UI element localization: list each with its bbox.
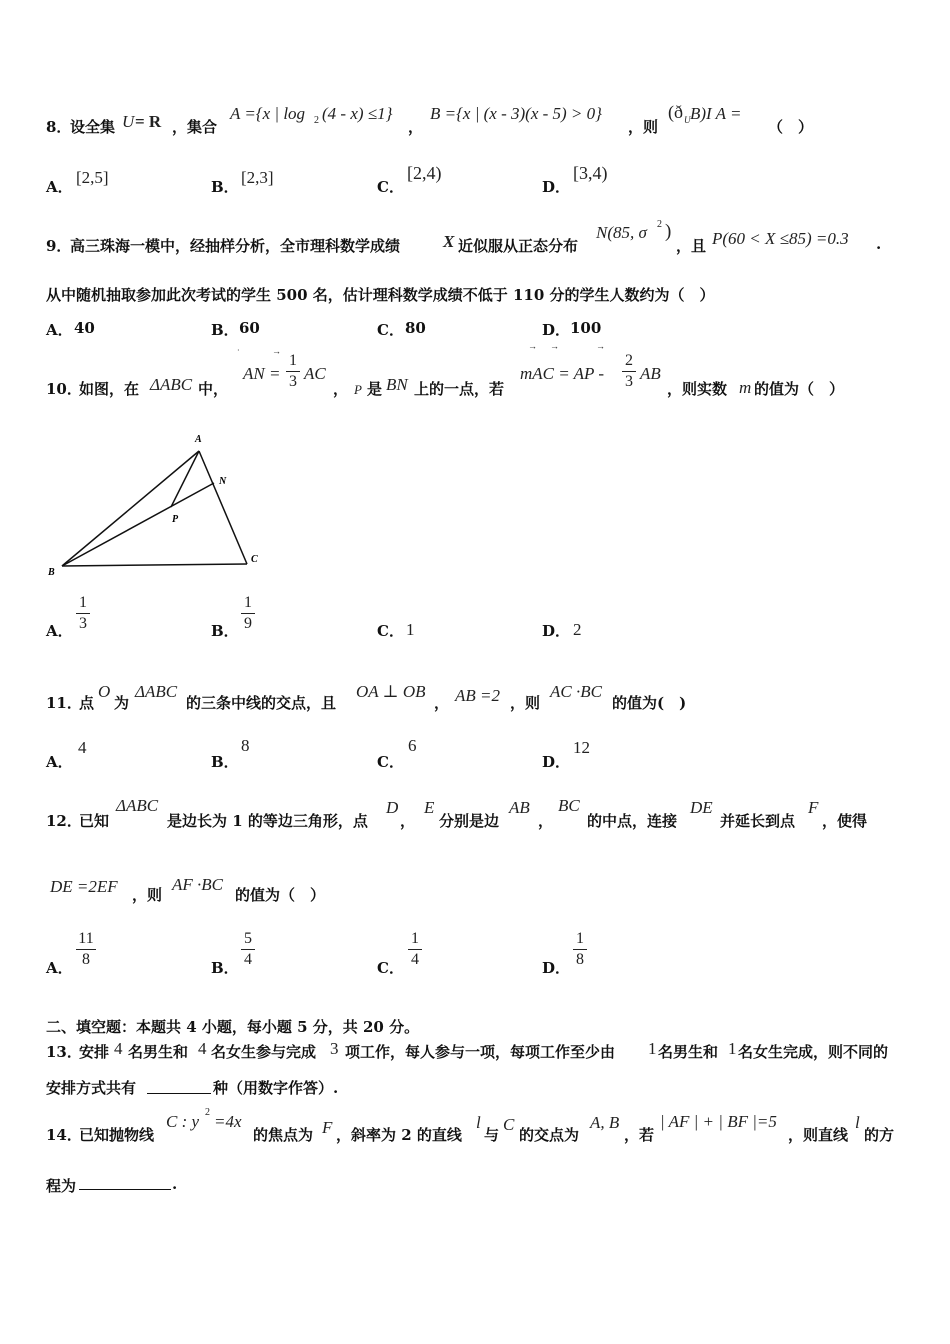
q13-answer-blank[interactable] bbox=[147, 1077, 211, 1094]
q12-text-7: ，则 bbox=[132, 886, 163, 904]
vertex-label-C: C bbox=[251, 554, 258, 565]
q10-option-b-bar bbox=[241, 613, 255, 614]
q14-text-1: 已知抛物线 bbox=[79, 1126, 155, 1144]
q10-text-3: 是 bbox=[367, 380, 383, 398]
q12-option-a-fraction bbox=[76, 930, 96, 969]
q10-text-1: 如图，在 bbox=[79, 380, 140, 398]
vertex-label-B: B bbox=[48, 567, 55, 578]
q12-comma-2: ， bbox=[538, 812, 554, 830]
q8-number: 8． bbox=[46, 118, 72, 136]
q11-option-a-label: A． bbox=[46, 753, 73, 771]
q13-text-line2a: 安排方式共有 bbox=[46, 1079, 137, 1097]
q12-D: D bbox=[386, 798, 399, 817]
q12-text-1: 已知 bbox=[79, 812, 110, 830]
q13-text-4: 项工作，每人参与一项，每项工作至少由 bbox=[345, 1043, 616, 1061]
q8-option-a-label: A． bbox=[46, 178, 73, 196]
q8-setA-2: (4 - x) ≤1} bbox=[322, 104, 393, 123]
q10-number: 10． bbox=[46, 380, 82, 398]
q10-mAC: mAC = AP - bbox=[520, 364, 605, 383]
q11-option-c: 6 bbox=[408, 736, 417, 755]
q9-option-d: 100 bbox=[570, 319, 602, 337]
q9-option-a: 40 bbox=[74, 319, 95, 337]
q12-text-6: ，使得 bbox=[822, 812, 868, 830]
edge-BA bbox=[62, 451, 199, 566]
edge-BC bbox=[62, 564, 247, 566]
q10-option-a-label: A． bbox=[46, 622, 73, 640]
q11-option-b: 8 bbox=[241, 736, 250, 755]
q12-option-d-label: D． bbox=[542, 959, 571, 977]
q14-text-6: ，若 bbox=[624, 1126, 655, 1144]
q11-text-5: 的值为( ) bbox=[612, 694, 687, 712]
q14-text-7: ，则直线 bbox=[788, 1126, 849, 1144]
q8-comma: ， bbox=[408, 118, 424, 136]
q11-text-1: 点 bbox=[79, 694, 95, 712]
q12-comma-1: ， bbox=[400, 812, 416, 830]
q12-option-d-num: 1 bbox=[576, 930, 584, 947]
q13-num-4a: 4 bbox=[114, 1039, 123, 1058]
q14-l: l bbox=[476, 1113, 481, 1132]
q14-text-2: 的焦点为 bbox=[253, 1126, 314, 1144]
q10-vec-mark-AN: · bbox=[237, 346, 240, 355]
q11-text-2: 为 bbox=[114, 694, 130, 712]
q10-fraction-1-den: 3 bbox=[289, 373, 297, 390]
q9-number: 9． bbox=[46, 237, 72, 255]
q12-text-4: 的中点，连接 bbox=[587, 812, 678, 830]
q11-text-4: ，则 bbox=[510, 694, 541, 712]
q14-AB: A, B bbox=[590, 1113, 620, 1132]
q13-text-5: 名男生和 bbox=[658, 1043, 719, 1061]
q11-option-d-label: D． bbox=[542, 753, 571, 771]
q8-setA: A ={x | log bbox=[230, 104, 306, 123]
q14-curve: C : y bbox=[166, 1112, 200, 1131]
q8-option-b-label: B． bbox=[211, 178, 239, 196]
q11-option-b-label: B． bbox=[211, 753, 239, 771]
q13-text-line2b: 种（用数字作答）. bbox=[213, 1079, 339, 1097]
q12-BC: BC bbox=[558, 796, 580, 815]
q13-num-4b: 4 bbox=[198, 1039, 207, 1058]
q12-AB: AB bbox=[509, 798, 530, 817]
q10-option-b-den: 9 bbox=[244, 615, 252, 632]
q9-text-3: ，且 bbox=[676, 237, 707, 255]
q13-text-6: 名女生完成，则不同的 bbox=[738, 1043, 889, 1061]
q12-option-b-fraction bbox=[241, 930, 255, 969]
q10-text-6: 的值为（ ） bbox=[754, 380, 845, 398]
section-2-title: 二、填空题：本题共 4 小题，每小题 5 分，共 20 分。 bbox=[46, 1018, 420, 1036]
q10-text-2: 中， bbox=[198, 380, 229, 398]
q10-option-b-label: B． bbox=[211, 622, 239, 640]
q12-DE: DE bbox=[690, 798, 713, 817]
q10-vec-arrow-4: → bbox=[596, 341, 605, 351]
q14-text-5: 的交点为 bbox=[519, 1126, 580, 1144]
q12-option-b-bar bbox=[241, 949, 255, 950]
q11-AB: AB =2 bbox=[455, 686, 500, 705]
q10-option-b-fraction bbox=[241, 594, 255, 633]
q10-option-d-label: D． bbox=[542, 622, 571, 640]
q12-dot: AF ·BC bbox=[172, 875, 223, 894]
q8-expr: (ð bbox=[668, 102, 683, 122]
q14-text-8: 的方 bbox=[864, 1126, 895, 1144]
q10-option-a-fraction bbox=[76, 594, 90, 633]
segment-BN bbox=[62, 483, 214, 566]
q14-text-4: 与 bbox=[484, 1126, 500, 1144]
q8-complement-sub: U bbox=[684, 115, 691, 125]
q12-option-a-bar bbox=[76, 949, 96, 950]
q12-text-2: 是边长为 1 的等边三角形，点 bbox=[167, 812, 368, 830]
q12-number: 12． bbox=[46, 812, 82, 830]
q12-option-c-fraction bbox=[408, 930, 422, 969]
q13-num-3: 3 bbox=[330, 1039, 339, 1058]
q10-vec-arrow-1: → bbox=[272, 346, 281, 356]
q8-option-a: [2,5] bbox=[76, 168, 109, 187]
q10-AC: AC bbox=[304, 364, 326, 383]
q8-expr-2: B)I A = bbox=[690, 104, 742, 123]
q10-AB: AB bbox=[640, 364, 661, 383]
q8-option-c-label: C． bbox=[377, 178, 404, 196]
q12-option-a-num: 11 bbox=[78, 930, 94, 947]
q10-option-c-label: C． bbox=[377, 622, 404, 640]
q10-triangle: ΔABC bbox=[150, 375, 193, 394]
q10-P: P bbox=[354, 382, 362, 397]
q12-option-d-den: 8 bbox=[576, 951, 584, 968]
q10-triangle-figure bbox=[40, 425, 280, 585]
q12-option-c-num: 1 bbox=[411, 930, 419, 947]
q14-text-line2b: . bbox=[172, 1175, 178, 1193]
q14-sup-2: 2 bbox=[205, 1107, 210, 1118]
q11-O: O bbox=[98, 682, 111, 701]
q14-text-3: ，斜率为 2 的直线 bbox=[336, 1126, 462, 1144]
q10-option-a-bar bbox=[76, 613, 90, 614]
q10-option-d: 2 bbox=[573, 620, 582, 639]
q9-option-c: 80 bbox=[405, 319, 426, 337]
q9-option-a-label: A． bbox=[46, 321, 73, 339]
q10-fraction-1-bar bbox=[286, 371, 300, 372]
q8-paren: （ ） bbox=[768, 118, 814, 136]
q10-option-a-den: 3 bbox=[79, 615, 87, 632]
q10-m: m bbox=[739, 378, 752, 397]
q14-curve-2: =4x bbox=[214, 1112, 242, 1131]
q9-option-d-label: D． bbox=[542, 321, 571, 339]
q13-text-3: 名女生参与完成 bbox=[211, 1043, 317, 1061]
edge-AC bbox=[199, 451, 247, 564]
q12-text-5: 并延长到点 bbox=[720, 812, 796, 830]
q9-text-2: 近似服从正态分布 bbox=[458, 237, 579, 255]
q12-text-3: 分别是边 bbox=[439, 812, 500, 830]
q10-option-c: 1 bbox=[406, 620, 415, 639]
q12-option-c-label: C． bbox=[377, 959, 404, 977]
q13-num-1b: 1 bbox=[728, 1039, 737, 1058]
q9-option-b-label: B． bbox=[211, 321, 239, 339]
q10-AN: AN = bbox=[243, 364, 281, 383]
q12-text-8: 的值为（ ） bbox=[235, 886, 326, 904]
q8-option-d: [3,4) bbox=[573, 163, 608, 183]
q8-log-base: 2 bbox=[314, 115, 319, 126]
q13-text-1: 安排 bbox=[79, 1043, 110, 1061]
q9-option-b: 60 bbox=[239, 319, 260, 337]
q12-triangle: ΔABC bbox=[116, 796, 159, 815]
q9-prob: P(60 < X ≤85) =0.3 bbox=[712, 229, 849, 248]
q12-option-b-label: B． bbox=[211, 959, 239, 977]
q8-setB: B ={x | (x - 3)(x - 5) > 0} bbox=[430, 104, 602, 123]
q14-answer-blank[interactable] bbox=[79, 1173, 171, 1190]
q10-fraction-1 bbox=[286, 352, 300, 391]
q11-option-a: 4 bbox=[78, 738, 87, 757]
q14-cond: | AF | + | BF |=5 bbox=[660, 1112, 777, 1131]
q12-E: E bbox=[424, 798, 435, 817]
q12-eq: DE =2EF bbox=[50, 877, 118, 896]
q13-text-2: 名男生和 bbox=[128, 1043, 189, 1061]
q11-text-3: 的三条中线的交点，且 bbox=[186, 694, 337, 712]
q12-option-a-label: A． bbox=[46, 959, 73, 977]
q8-text-2: ，集合 bbox=[172, 118, 218, 136]
q10-vec-arrow-2: → bbox=[528, 341, 537, 351]
q8-option-c: [2,4) bbox=[407, 163, 442, 183]
q10-BN: BN bbox=[386, 375, 408, 394]
q9-text-line2: 从中随机抽取参加此次考试的学生 500 名，估计理科数学成绩不低于 110 分的学生人数约为（ ） bbox=[46, 286, 715, 304]
point-label-N: N bbox=[219, 476, 227, 487]
q9-X: X bbox=[443, 232, 455, 251]
q12-F: F bbox=[808, 798, 819, 817]
q12-option-b-num: 5 bbox=[244, 930, 252, 947]
q8-text-1: 设全集 bbox=[70, 118, 116, 136]
q10-option-a-num: 1 bbox=[79, 594, 87, 611]
q8-eqR: = R bbox=[135, 112, 162, 131]
q12-option-c-den: 4 bbox=[411, 951, 419, 968]
q11-perp: OA ⊥ OB bbox=[356, 682, 426, 701]
q12-option-c-bar bbox=[408, 949, 422, 950]
q11-triangle: ΔABC bbox=[135, 682, 178, 701]
q14-C: C bbox=[503, 1115, 515, 1134]
q14-F: F bbox=[322, 1118, 333, 1137]
q10-fraction-2 bbox=[622, 352, 636, 391]
q11-option-c-label: C． bbox=[377, 753, 404, 771]
q10-text-4: 上的一点，若 bbox=[414, 380, 505, 398]
q9-dot: . bbox=[876, 235, 882, 253]
q14-number: 14． bbox=[46, 1126, 82, 1144]
q13-number: 13． bbox=[46, 1043, 82, 1061]
q11-comma: ， bbox=[434, 694, 450, 712]
q11-option-d: 12 bbox=[573, 738, 590, 757]
q12-option-d-fraction bbox=[573, 930, 587, 969]
q9-sigma-sup: 2 bbox=[657, 219, 662, 230]
q9-text-1: 高三珠海一模中，经抽样分析，全市理科数学成绩 bbox=[70, 237, 401, 255]
point-label-P: P bbox=[172, 514, 179, 525]
q10-comma: ， bbox=[333, 380, 349, 398]
q10-fraction-2-num: 2 bbox=[625, 352, 633, 369]
q8-text-3: ，则 bbox=[628, 118, 659, 136]
q10-text-5: ，则实数 bbox=[667, 380, 728, 398]
q12-option-d-bar bbox=[573, 949, 587, 950]
q14-text-line2a: 程为 bbox=[46, 1177, 77, 1195]
q14-l-2: l bbox=[855, 1113, 860, 1132]
q10-vec-arrow-3: → bbox=[550, 341, 559, 351]
vertex-label-A: A bbox=[195, 434, 202, 445]
q8-option-b: [2,3] bbox=[241, 168, 274, 187]
q13-num-1a: 1 bbox=[648, 1039, 657, 1058]
q8-U: U bbox=[122, 112, 135, 131]
q12-option-b-den: 4 bbox=[244, 951, 252, 968]
q9-dist-end: ) bbox=[665, 221, 672, 242]
q11-number: 11． bbox=[46, 694, 82, 712]
q10-fraction-2-den: 3 bbox=[625, 373, 633, 390]
q10-fraction-1-num: 1 bbox=[289, 352, 297, 369]
q8-option-d-label: D． bbox=[542, 178, 571, 196]
q11-dot: AC ·BC bbox=[550, 682, 602, 701]
q9-option-c-label: C． bbox=[377, 321, 404, 339]
q9-dist: N(85, σ bbox=[596, 223, 647, 242]
q10-option-b-num: 1 bbox=[244, 594, 252, 611]
q10-fraction-2-bar bbox=[622, 371, 636, 372]
q12-option-a-den: 8 bbox=[82, 951, 90, 968]
